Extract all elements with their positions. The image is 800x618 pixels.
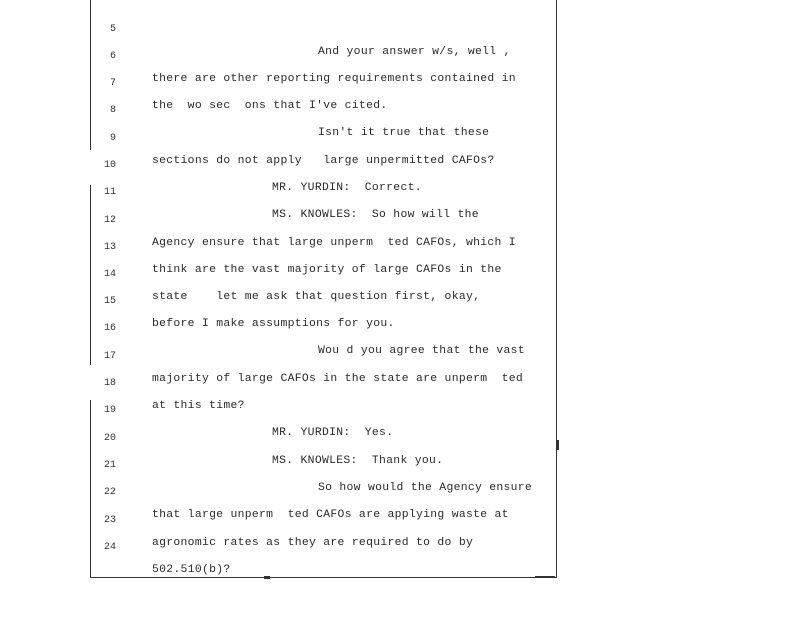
line-text: MR. YURDIN: Correct. [272, 182, 422, 194]
line-text: 502.510(b)? [152, 564, 231, 576]
scan-mark [535, 576, 555, 578]
line-number: 13 [103, 242, 116, 253]
line-number: 23 [103, 515, 116, 526]
line-text: Wou d you agree that the vast [318, 345, 525, 357]
line-text: sections do not apply large unpermitted CAFOs? [152, 155, 495, 167]
line-text: before I make assumptions for you. [152, 318, 395, 330]
line-text: MR. YURDIN: Yes. [272, 427, 394, 439]
line-number: 8 [109, 105, 116, 116]
line-number: 17 [103, 351, 116, 362]
line-number: 22 [103, 487, 116, 498]
line-text: at this time? [152, 400, 245, 412]
line-number: 11 [103, 187, 116, 198]
line-number: 18 [103, 378, 116, 389]
line-number: 5 [109, 24, 116, 35]
line-number: 15 [103, 296, 116, 307]
line-number: 20 [103, 433, 116, 444]
line-text: Isn't it true that these [318, 127, 490, 139]
line-number: 19 [103, 405, 116, 416]
scan-mark [264, 576, 270, 579]
line-text: that large unperm ted CAFOs are applying waste at [152, 509, 509, 521]
line-text: think are the vast majority of large CAFOs in the [152, 264, 502, 276]
line-number: 9 [109, 133, 116, 144]
line-number: 14 [103, 269, 116, 280]
line-number: 24 [103, 542, 116, 553]
line-number: 10 [103, 160, 116, 171]
line-text: there are other reporting requirements contained in [152, 73, 516, 85]
line-text: MS. KNOWLES: Thank you. [272, 455, 444, 467]
line-number: 7 [109, 78, 116, 89]
transcript-line [0, 0, 560, 58]
line-number: 16 [103, 323, 116, 334]
line-text: And your answer w/s, well , [318, 46, 511, 58]
line-number: 6 [109, 51, 116, 62]
line-text: majority of large CAFOs in the state are unperm ted [152, 373, 524, 385]
line-text: agronomic rates as they are required to do by [152, 537, 474, 549]
line-text: the wo sec ons that I've cited. [152, 100, 388, 112]
line-number: 12 [103, 215, 116, 226]
line-text: So how would the Agency ensure [318, 482, 533, 494]
line-text: MS. KNOWLES: So how will the [272, 209, 479, 221]
line-text: Agency ensure that large unperm ted CAFOs, which I [152, 237, 516, 249]
line-text: state let me ask that question first, okay, [152, 291, 481, 303]
line-number: 21 [103, 460, 116, 471]
